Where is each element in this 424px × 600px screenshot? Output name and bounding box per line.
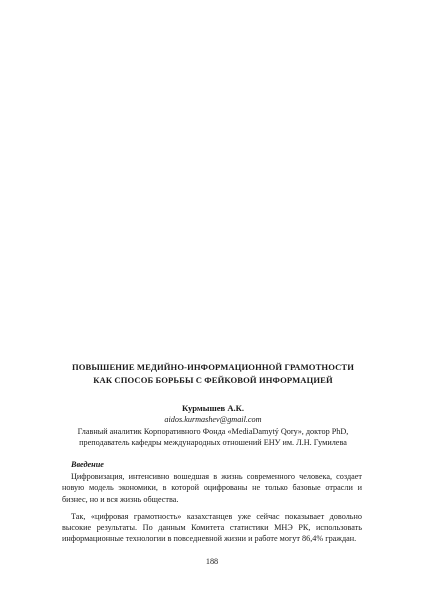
author-email: aidos.kurmashev@gmail.com <box>164 415 262 425</box>
article-title <box>48 361 378 387</box>
author-affiliation-line-1: Главный аналитик Корпоративного Фонда «MediaDamytý Qory», доктор PhD, <box>77 426 349 436</box>
body-paragraph-1: Цифровизация, интенсивно вошедшая в жизнь современного человека, создает новую модель экономики, в которой оцифрованы не только базовые отрасли и бизнес, но и вся жизнь общества. <box>62 472 362 504</box>
body-paragraph-2: Так, «цифровая грамотность» казахстанцев уже сейчас показывает довольно высокие результаты. По данным Комитета статистики МНЭ РК, использовать информационные технологии в повседневной жизни и работе могут 86,4% граждан. <box>62 511 362 544</box>
author-affiliation-line-2: преподаватель кафедры международных отношений ЕНУ им. Л.Н. Гумилева <box>79 438 347 448</box>
author-block <box>48 403 378 449</box>
section-heading: Введение <box>71 460 104 469</box>
page-number: 188 <box>205 557 219 566</box>
author-name: Курмышев А.К. <box>181 403 245 413</box>
introduction-section <box>62 459 362 550</box>
article-title-line-2: КАК СПОСОБ БОРЬБЫ С ФЕЙКОВОЙ ИНФОРМАЦИЕЙ <box>93 375 333 385</box>
article-title-line-1: ПОВЫШЕНИЕ МЕДИЙНО-ИНФОРМАЦИОННОЙ ГРАМОТНОСТИ <box>71 362 355 372</box>
